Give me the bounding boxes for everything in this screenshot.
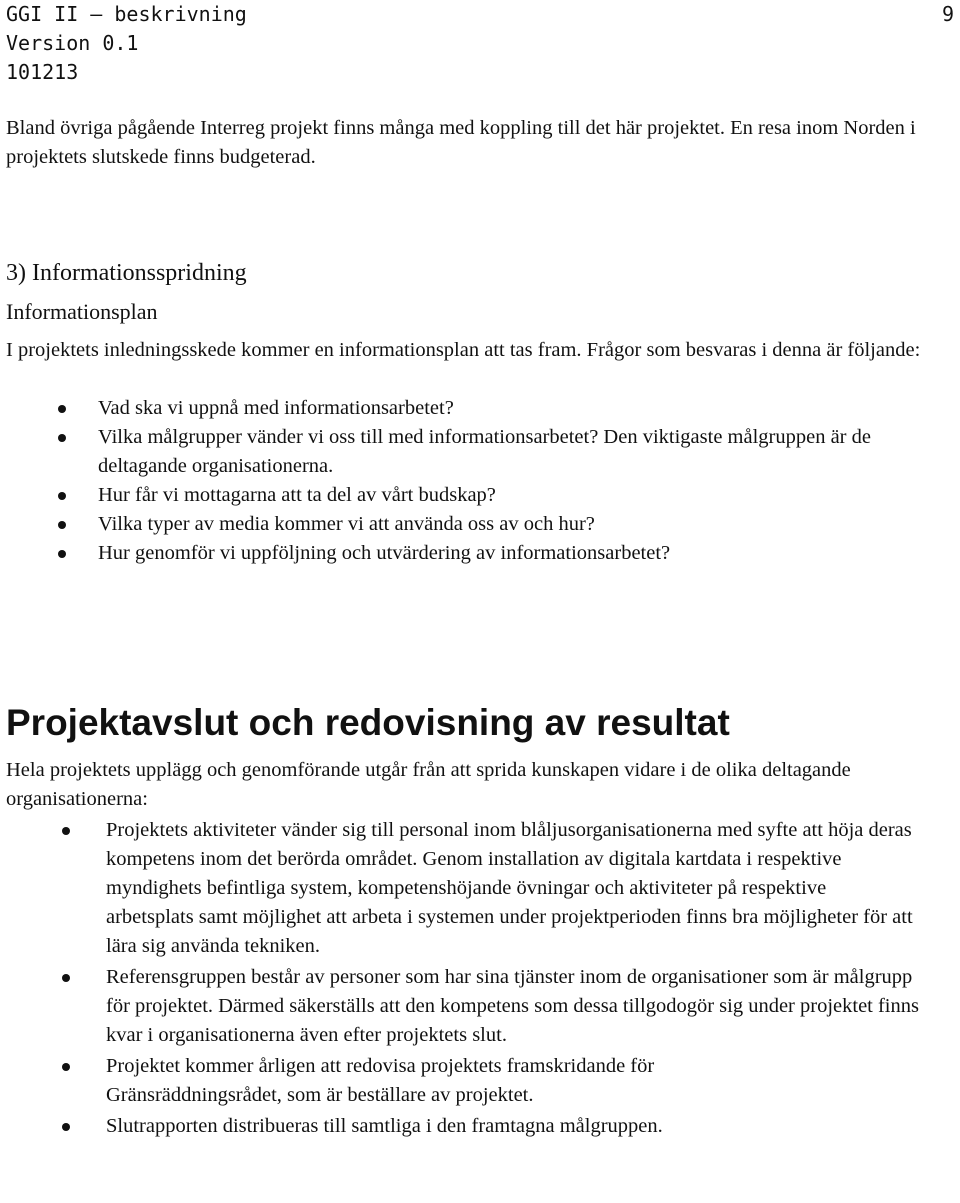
list-item-text: Hur genomför vi uppföljning och utvärdering av informationsarbetet? xyxy=(98,542,671,564)
list-item-text: Projektets aktiviteter vänder sig till personal inom blåljusorganisationerna med syfte att höja deras kompetens inom det berörda området. Genom installation av digitala kartdata i respektive myndighets befintliga system, kompetenshöjande övningar och aktiviteter på respektive arbetsplats samt möjlighet att arbeta i systemen under projektperioden finns bra möjligheter för att lära sig använda tekniken. xyxy=(106,819,913,957)
list-item xyxy=(0,510,950,539)
list-item xyxy=(0,963,950,1050)
list-item-text: Vilka målgrupper vänder vi oss till med informationsarbetet? Den viktigaste målgruppen är de deltagande organisationerna. xyxy=(98,426,871,477)
list-item-text: Vilka typer av media kommer vi att använda oss av och hur? xyxy=(98,513,595,535)
section-heading-informationsspridning: 3) Informationsspridning xyxy=(6,260,247,286)
list-item xyxy=(0,539,950,568)
list-item-text: Slutrapporten distribueras till samtliga i den framtagna målgruppen. xyxy=(106,1115,663,1137)
list-item-text: Referensgruppen består av personer som har sina tjänster inom de organisationer som är målgrupp för projektet. Därmed säkerställs att den kompetens som dessa tillgodogör sig under projektet finns kvar i organisationerna även efter projektets slut. xyxy=(106,966,919,1046)
page-number: 9 xyxy=(941,2,954,26)
intro-paragraph: Bland övriga pågående Interreg projekt finns många med koppling till det här projektet. En resa inom Norden i projektets slutskede finns budgeterad. xyxy=(6,117,916,168)
list-item xyxy=(0,423,950,481)
header-version: Version 0.1 xyxy=(6,31,139,55)
section-heading-projektavslut: Projektavslut och redovisning av resultat xyxy=(6,702,730,743)
header-title: GGI II – beskrivning xyxy=(6,2,247,26)
list-item-text: Projektet kommer årligen att redovisa projektets framskridande för Gränsräddningsrådet, som är beställare av projektet. xyxy=(106,1055,655,1106)
list-item xyxy=(0,816,950,961)
list-item xyxy=(0,1052,950,1110)
informationsplan-questions xyxy=(0,394,950,568)
projektavslut-intro: Hela projektets upplägg och genomförande utgår från att sprida kunskapen vidare i de olika deltagande organisationerna: xyxy=(6,759,851,810)
projektavslut-list xyxy=(0,816,950,1141)
list-item xyxy=(0,481,950,510)
header-date: 101213 xyxy=(6,60,79,84)
list-item-text: Vad ska vi uppnå med informationsarbetet? xyxy=(98,397,454,419)
list-item xyxy=(0,1112,950,1141)
subheading-informationsplan: Informationsplan xyxy=(6,299,158,324)
page-header xyxy=(6,0,247,87)
informationsplan-intro: I projektets inledningsskede kommer en informationsplan att tas fram. Frågor som besvaras i denna är följande: xyxy=(6,339,921,361)
list-item xyxy=(0,394,950,423)
list-item-text: Hur får vi mottagarna att ta del av vårt budskap? xyxy=(98,484,496,506)
